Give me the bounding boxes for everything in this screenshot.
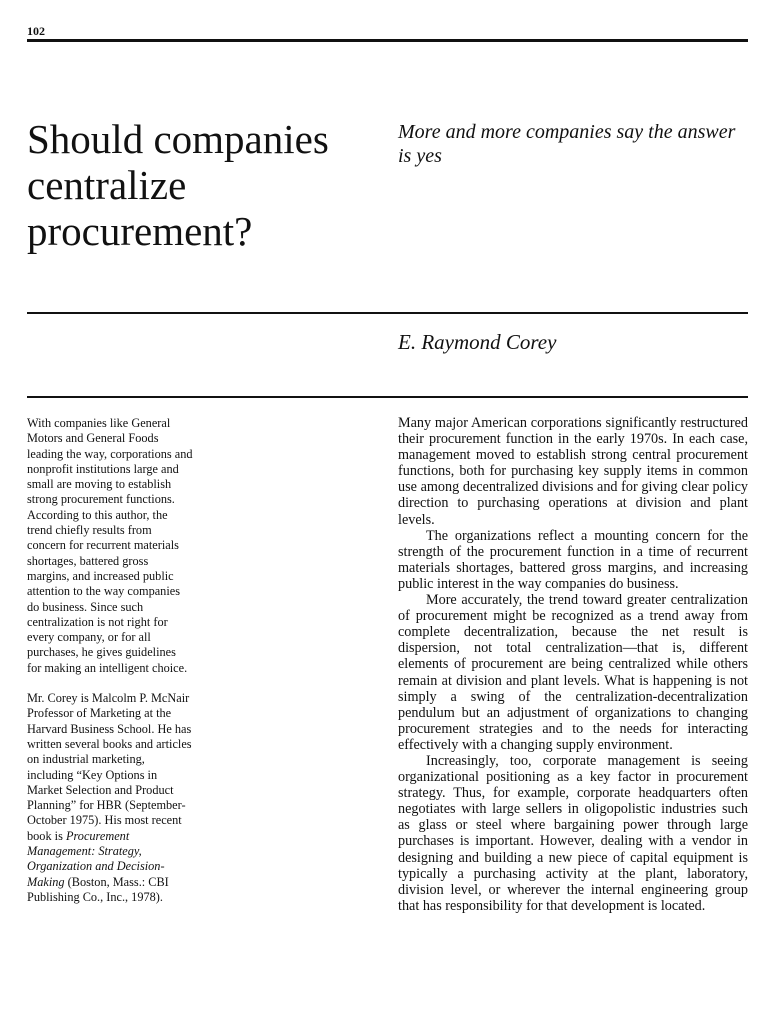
book-publication-info: (Boston, Mass.: CBI Publishing Co., Inc., 1978). xyxy=(27,874,169,904)
top-rule xyxy=(27,39,748,42)
author-bio-text: Mr. Corey is Malcolm P. McNair Professor of Marketing at the Harvard Business School. He has written several books and articles on industrial marketing, including “Key Options in Market Selection and Product Planning” for HBR (September-October 1975). His most recent book is xyxy=(27,691,192,843)
author-byline: E. Raymond Corey xyxy=(398,330,557,354)
sidebar-summary: With companies like General Motors and General Foods leading the way, corporations and nonprofit institutions large and small are moving to establish strong procurement functions. According to this author, the trend chiefly results from concern for recurrent materials shortages, battered gross margins, and increased public attention to the way companies do business. Since such centralization is not right for every company, or for all purchases, he gives guidelines for making an intelligent choice. xyxy=(27,416,193,675)
author-bio xyxy=(27,691,193,905)
body-paragraph: Many major American corporations significantly restructured their procurement function in the early 1970s. In each case, management moved to establish strong central procurement functions, both for purchasing key supply items in common use among decentralized divisions and for giving clear policy direction to purchasing operations at division and plant levels. xyxy=(398,415,748,528)
body-paragraph: Increasingly, too, corporate management is seeing organizational positioning as a key factor in procurement strategy. Thus, for example, corporate headquarters often negotiates with large sellers in oligopolistic industries such as glass or steel where bargaining power through large purchases is important. However, dealing with a vendor in designing and building a new piece of capital equipment is typically a purchasing activity at the plant, laboratory, division level, or wherever the internal engineering group that has responsibility for that development is located. xyxy=(398,752,748,914)
article-subtitle: More and more companies say the answer is yes xyxy=(398,121,736,167)
article-title: Should companies centralize procurement? xyxy=(27,116,329,254)
title-divider-rule xyxy=(27,312,748,314)
body-paragraph: The organizations reflect a mounting concern for the strength of the procurement function in a time of recurrent materials shortages, battered gross margins, and increasing public interest in the way companies do business. xyxy=(398,527,748,592)
article-body xyxy=(398,415,748,914)
book-title: Procurement Management: Strategy, Organization and Decision-Making xyxy=(27,828,165,889)
page-number: 102 xyxy=(27,24,45,38)
sidebar-column xyxy=(27,416,193,920)
body-paragraph: More accurately, the trend toward greater centralization of procurement might be recognized as a trend away from complete decentralization, because the net result is dispersion, not total centralization—that is, different elements of procurement are being centralized while others remain at division and plant levels. What is happening is not simply a swing of the centralization-decentralization pendulum but an adjustment of organizations to changing procurement strategies and to the needs for interacting effectively with a changing supply environment. xyxy=(398,592,748,753)
byline-divider-rule xyxy=(27,396,748,398)
